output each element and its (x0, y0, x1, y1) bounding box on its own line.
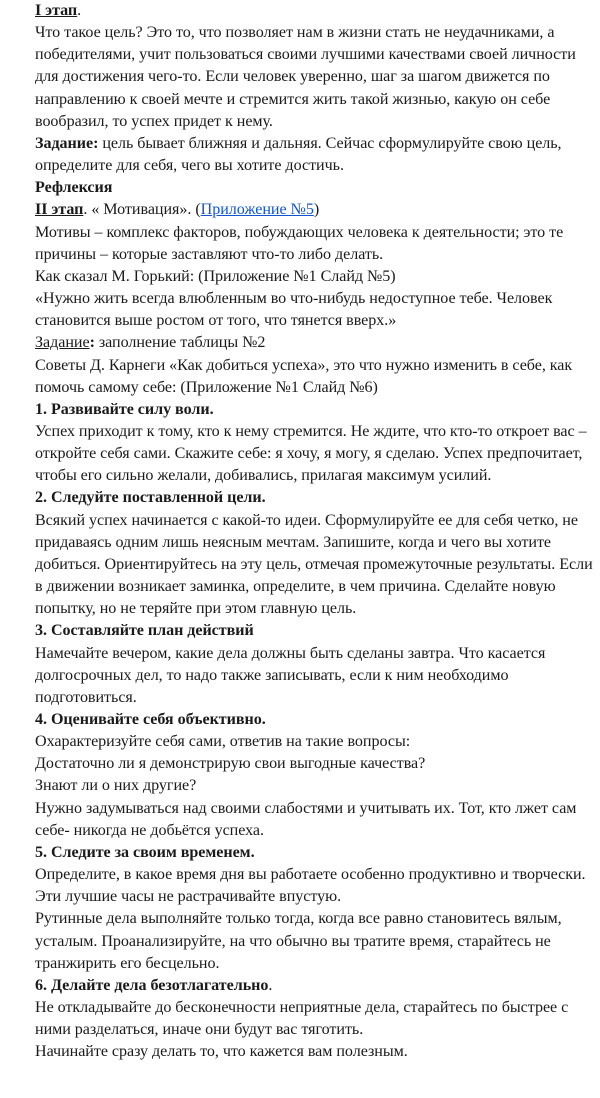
tip-2-title: 2. Следуйте поставленной цели. (35, 489, 266, 507)
stage1-heading: I этап (35, 2, 78, 19)
tip-1-text: Успех приходит к тому, кто к нему стремится. Не ждите, что кто-то откроет вас – откройте себя сами. Скажите себе: я хочу, я могу, я сделаю. Успех предпочитает, чтобы его сильно желали, добивались, прилагая максимум усилий. (35, 422, 587, 485)
tip-4-text-3: Знают ли о них другие? (35, 777, 197, 795)
stage1-heading-period: . (77, 2, 82, 19)
tip-6-title-tail: . (268, 976, 273, 994)
tip-6-text-1: Не откладывайте до бесконечности неприятные дела, старайтесь по быстрее с ними разделаться, иначе они будут вас тяготить. (35, 999, 569, 1039)
stage2-task (35, 332, 594, 354)
tip-5-text-1: Определите, в какое время дня вы работаете особенно продуктивно и творчески. Эти лучшие часы не растрачивайте впустую. (35, 866, 586, 906)
stage1-task-text: цель бывает ближняя и дальняя. Сейчас сформулируйте свою цель, определите для себя, чего вы хотите достичь. (35, 134, 562, 175)
tip-6-title: 6. Делайте дела безотлагательно (35, 976, 269, 994)
appendix5-link[interactable]: Приложение №5 (200, 201, 314, 219)
tip-3-text: Намечайте вечером, какие дела должны быть сделаны завтра. Что касается долгосрочных дел, то надо также записывать, если к ним необходимо подготовиться. (35, 644, 546, 706)
stage2-task-colon: : (89, 334, 95, 352)
stage2-title-line (35, 199, 594, 221)
stage2-task-label: Задание (35, 334, 90, 352)
stage1-task (35, 133, 594, 177)
stage2-heading: II этап (35, 201, 84, 219)
tip-3-title: 3. Составляйте план действий (35, 622, 254, 640)
stage2-title-close: ) (313, 201, 320, 219)
tip-5-title: 5. Следите за своим временем. (35, 843, 255, 861)
tip-4-title: 4. Оценивайте себя объективно. (35, 711, 266, 728)
tip-4-text-2: Достаточно ли я демонстрирую свои выгодные качества? (35, 755, 426, 773)
tip-2-text: Всякий успех начинается с какой-то идеи. Сформулируйте ее для себя четко, не придаваясь одним лишь неясным мечтам. Запишите, когда и чего вы хотите добиться. Ориентируйтесь на эту цель, отмечая промежуточные результаты. Если в движении возникает заминка, определите, в чем причина. Сделайте новую попытку, но не теряйте при этом главную цель. (35, 511, 593, 618)
carnegie-intro: Советы Д. Карнеги «Как добиться успеха», это что нужно изменить в себе, как помочь самому себе: (Приложение №1 Слайд №6) (35, 356, 573, 396)
gorky-reference: Как сказал М. Горький: (Приложение №1 Слайд №5) (35, 267, 396, 285)
stage1-body: Что такое цель? Это то, что позволяет нам в жизни стать не неудачниками, а победителями, учит пользоваться своими лучшими качествами своей личности для достижения чего-то. Если человек уверенно, шаг за шагом движется по направлению к своей мечте и стремится жить такой жизнью, какую он себе вообразил, то успех придет к нему. (35, 24, 576, 130)
stage2-task-text: заполнение таблицы №2 (94, 334, 266, 352)
tip-6-title-line (35, 975, 594, 997)
stage1-heading-line (35, 0, 594, 22)
stage2-title-text: . « Мотивация». ( (83, 201, 201, 219)
tip-5-text-2: Рутинные дела выполняйте только тогда, когда все равно становитесь вялым, усталым. Проанализируйте, на что обычно вы тратите время, старайтесь не транжирить его бесцельно. (35, 910, 562, 972)
tip-1-title: 1. Развивайте силу воли. (35, 400, 214, 418)
motives-definition: Мотивы – комплекс факторов, побуждающих человека к деятельности; это те причины – которые заставляют что-то либо делать. (35, 223, 564, 263)
reflection-heading: Рефлексия (35, 179, 113, 197)
tip-4-text-1: Охарактеризуйте себя сами, ответив на такие вопросы: (35, 733, 411, 751)
stage1-task-label: Задание: (35, 134, 99, 152)
gorky-quote: «Нужно жить всегда влюбленным во что-нибудь недоступное тебе. Человек становится выше ростом от того, что тянется вверх.» (35, 290, 553, 330)
tip-4-text-4: Нужно задумываться над своими слабостями и учитывать их. Тот, кто лжет сам себе- никогда не добьётся успеха. (35, 799, 577, 839)
tip-6-text-2: Начинайте сразу делать то, что кажется вам полезным. (35, 1043, 408, 1061)
